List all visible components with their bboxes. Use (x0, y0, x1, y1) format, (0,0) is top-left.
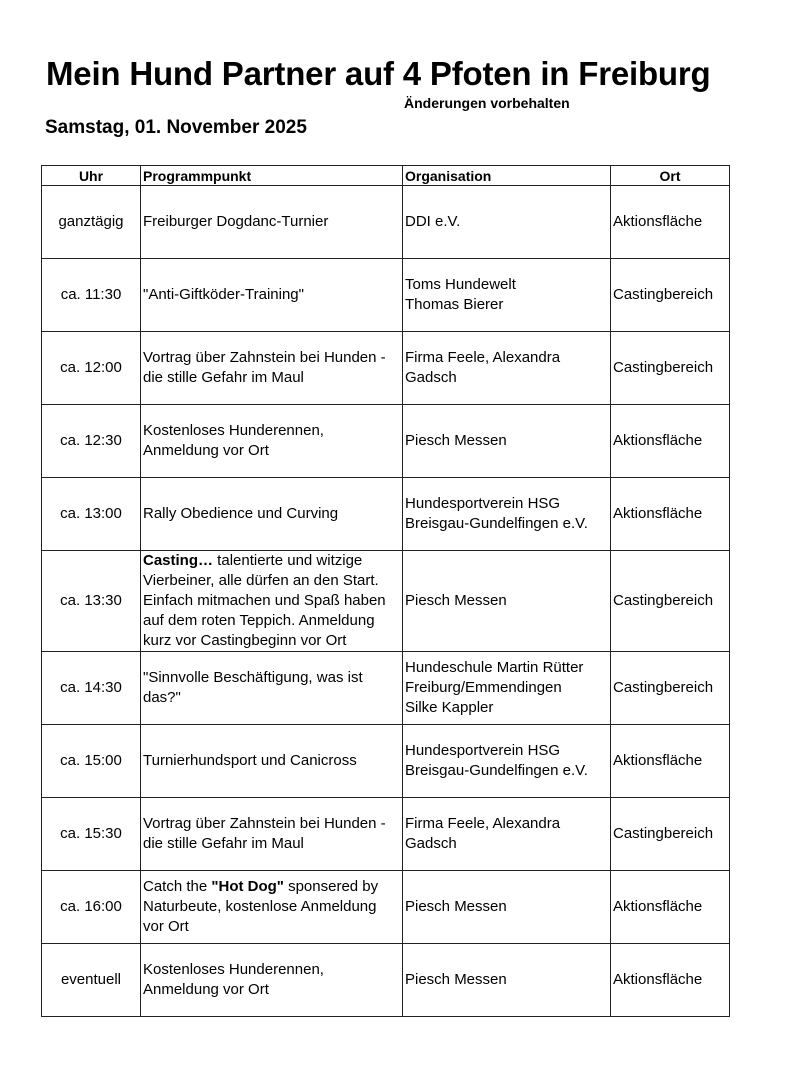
cell-uhr: ca. 14:30 (42, 652, 141, 725)
cell-uhr: ca. 12:30 (42, 405, 141, 478)
org-line: DDI e.V. (405, 213, 461, 230)
org-line: Hundesportverein HSG Breisgau-Gundelfingen e.V. (405, 742, 588, 779)
cell-ort: Aktionsfläche (611, 478, 730, 551)
cell-ort: Castingbereich (611, 259, 730, 332)
cell-programmpunkt: "Sinnvolle Beschäftigung, was ist das?" (141, 652, 403, 725)
cell-uhr: ca. 15:30 (42, 798, 141, 871)
cell-programmpunkt: Vortrag über Zahnstein bei Hunden - die stille Gefahr im Maul (141, 332, 403, 405)
schedule-table (41, 165, 730, 1017)
cell-organisation (403, 259, 611, 332)
org-line: Piesch Messen (405, 432, 507, 449)
cell-organisation (403, 652, 611, 725)
cell-programmpunkt: Freiburger Dogdanc-Turnier (141, 186, 403, 259)
cell-ort: Castingbereich (611, 332, 730, 405)
hotdog-prefix: Catch the (143, 878, 212, 895)
column-header-uhr: Uhr (42, 166, 141, 186)
cell-ort: Aktionsfläche (611, 944, 730, 1017)
cell-ort: Aktionsfläche (611, 871, 730, 944)
cell-uhr: ca. 11:30 (42, 259, 141, 332)
cell-organisation (403, 798, 611, 871)
table-row (42, 551, 730, 652)
event-date: Samstag, 01. November 2025 (45, 117, 307, 138)
org-line: Piesch Messen (405, 592, 507, 609)
org-line: Firma Feele, Alexandra Gadsch (405, 815, 561, 852)
cell-organisation (403, 871, 611, 944)
table-row (42, 871, 730, 944)
cell-uhr: ca. 12:00 (42, 332, 141, 405)
cell-organisation (403, 725, 611, 798)
table-row (42, 652, 730, 725)
hotdog-description: sponsered by Naturbeute, kostenlose Anmeldung vor Ort (143, 878, 379, 935)
cell-organisation (403, 332, 611, 405)
table-row (42, 944, 730, 1017)
cell-organisation (403, 944, 611, 1017)
column-header-organisation: Organisation (403, 166, 611, 186)
cell-uhr: eventuell (42, 944, 141, 1017)
org-line: Silke Kappler (405, 699, 494, 716)
org-line: Firma Feele, Alexandra Gadsch (405, 349, 561, 386)
table-row (42, 186, 730, 259)
cell-organisation (403, 405, 611, 478)
cell-programmpunkt: Kostenloses Hunderennen, Anmeldung vor Ort (141, 944, 403, 1017)
cell-programmpunkt: Kostenloses Hunderennen, Anmeldung vor Ort (141, 405, 403, 478)
cell-programmpunkt: "Anti-Giftköder-Training" (141, 259, 403, 332)
table-row (42, 259, 730, 332)
cell-ort: Castingbereich (611, 798, 730, 871)
cell-uhr: ca. 13:30 (42, 551, 141, 652)
casting-bold-label: Casting… (143, 552, 214, 569)
table-row (42, 798, 730, 871)
cell-organisation (403, 551, 611, 652)
cell-ort: Castingbereich (611, 652, 730, 725)
cell-ort: Castingbereich (611, 551, 730, 652)
cell-programmpunkt (141, 551, 403, 652)
table-row (42, 405, 730, 478)
org-line: Thomas Bierer (405, 296, 504, 313)
column-header-ort: Ort (611, 166, 730, 186)
hotdog-bold-label: "Hot Dog" (211, 878, 284, 895)
casting-description: talentierte und witzige Vierbeiner, alle dürfen an den Start. Einfach mitmachen und Spaß haben auf dem roten Teppich. Anmeldung kurz vor Castingbeginn vor Ort (143, 552, 386, 649)
table-header-row (42, 166, 730, 186)
cell-ort: Aktionsfläche (611, 725, 730, 798)
org-line: Freiburg/Emmendingen (405, 679, 562, 696)
cell-programmpunkt: Turnierhundsport und Canicross (141, 725, 403, 798)
column-header-programmpunkt: Programmpunkt (141, 166, 403, 186)
cell-programmpunkt: Rally Obedience und Curving (141, 478, 403, 551)
table-row (42, 478, 730, 551)
org-line: Piesch Messen (405, 971, 507, 988)
org-line: Hundesportverein HSG Breisgau-Gundelfingen e.V. (405, 495, 588, 532)
cell-uhr: ca. 13:00 (42, 478, 141, 551)
cell-uhr: ca. 15:00 (42, 725, 141, 798)
cell-uhr: ganztägig (42, 186, 141, 259)
org-line: Toms Hundewelt (405, 276, 516, 293)
cell-ort: Aktionsfläche (611, 186, 730, 259)
changes-reserved-note: Änderungen vorbehalten (404, 95, 570, 111)
cell-uhr: ca. 16:00 (42, 871, 141, 944)
org-line: Hundeschule Martin Rütter (405, 659, 584, 676)
table-row (42, 332, 730, 405)
page-title: Mein Hund Partner auf 4 Pfoten in Freiburg (46, 55, 711, 92)
cell-organisation (403, 186, 611, 259)
org-line: Piesch Messen (405, 898, 507, 915)
cell-programmpunkt: Vortrag über Zahnstein bei Hunden - die stille Gefahr im Maul (141, 798, 403, 871)
table-row (42, 725, 730, 798)
cell-programmpunkt (141, 871, 403, 944)
cell-organisation (403, 478, 611, 551)
cell-ort: Aktionsfläche (611, 405, 730, 478)
